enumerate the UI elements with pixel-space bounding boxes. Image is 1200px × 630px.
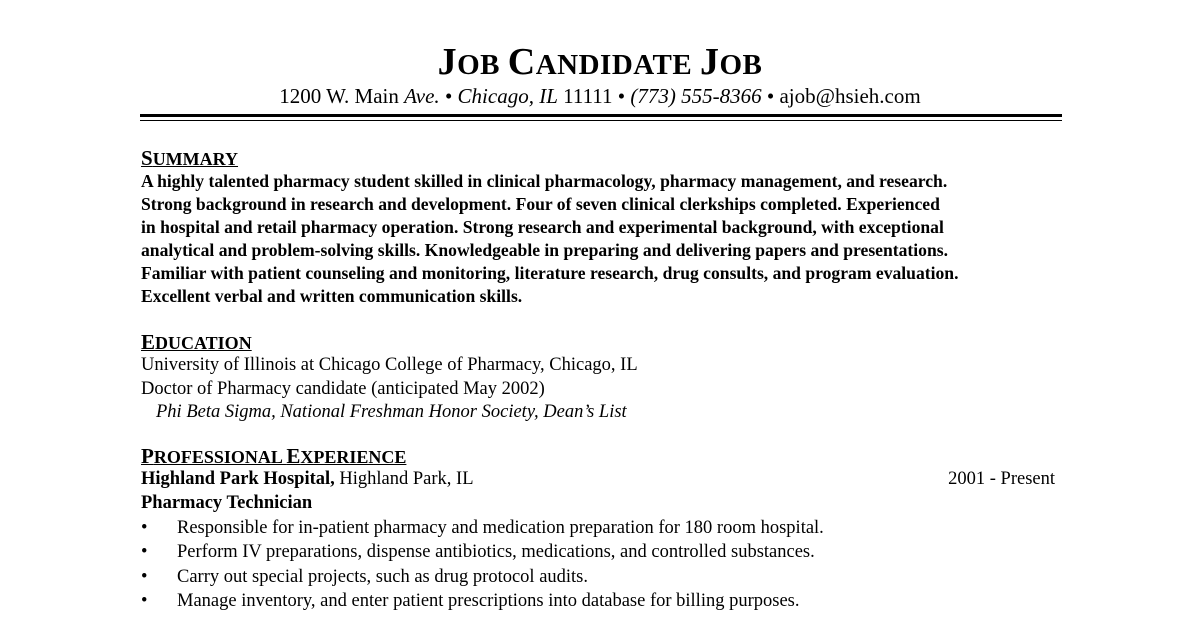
bullet-icon: • [141, 542, 148, 562]
summary-line: Strong background in research and development. Four of seven clinical clerkships completed. Experienced [141, 194, 940, 214]
job-location: Highland Park, IL [334, 469, 474, 489]
bullet-icon: • [141, 591, 148, 611]
summary-section [141, 147, 1061, 308]
name-part-3: OB [719, 49, 763, 81]
address-zip: 11111 [557, 84, 613, 108]
address-city: Chicago, IL [457, 84, 558, 108]
job-title: Pharmacy Technician [141, 493, 313, 513]
bullet-icon: • [141, 566, 148, 587]
name-part-1: OB [457, 49, 508, 81]
summary-line: in hospital and retail pharmacy operation. Strong research and experimental background, with exceptional [141, 217, 944, 237]
summary-line: analytical and problem-solving skills. Knowledgeable in preparing and delivering papers and presentations. [141, 240, 948, 260]
experience-section [141, 445, 1061, 614]
education-school: University of Illinois at Chicago College of Pharmacy, Chicago, IL [141, 355, 638, 375]
list-item: • Carry out special projects, such as drug protocol audits. [141, 565, 1061, 590]
list-item: • Manage inventory, and enter patient prescriptions into database for billing purposes. [141, 589, 1061, 614]
address-street-suffix: Ave. [404, 84, 440, 108]
contact-separator: • [612, 84, 631, 108]
job-dates: 2001 - Present [948, 469, 1055, 489]
summary-line: Familiar with patient counseling and monitoring, literature research, drug consults, and program evaluation. [141, 263, 959, 283]
education-degree: Doctor of Pharmacy candidate (anticipated May 2002) [141, 378, 545, 399]
summary-line: A highly talented pharmacy student skilled in clinical pharmacology, pharmacy management, and research. [141, 171, 948, 191]
candidate-name [0, 40, 1200, 87]
address-street: 1200 W. Main [279, 84, 405, 108]
name-initial-1: J [437, 41, 458, 83]
list-item: • Responsible for in-patient pharmacy and medication preparation for 180 room hospital. [141, 516, 1061, 541]
education-heading: EDUCATION [141, 330, 252, 354]
email-address: ajob@hsieh.com [779, 84, 921, 108]
job-header-row [141, 468, 1061, 492]
education-section [141, 331, 1061, 425]
header-rule-thick [140, 114, 1062, 117]
contact-line [0, 83, 1200, 109]
name-initial-2: C [507, 41, 536, 83]
job-employer-location [141, 468, 474, 492]
education-honors: Phi Beta Sigma, National Freshman Honor Society, Dean’s List [156, 402, 627, 422]
experience-heading: PROFESSIONAL EXPERIENCE [141, 444, 407, 468]
job-employer: Highland Park Hospital, [141, 469, 335, 489]
summary-body [141, 170, 1061, 308]
list-item: • Perform IV preparations, dispense antibiotics, medications, and controlled substances. [141, 540, 1061, 565]
summary-heading: SUMMARY [141, 146, 239, 170]
name-part-2: ANDIDATE [535, 49, 700, 81]
header-rule-thin [140, 120, 1062, 121]
contact-separator: • [761, 84, 780, 108]
job-duties-list [141, 516, 1061, 614]
phone-number: (773) 555-8366 [630, 84, 762, 108]
contact-separator: • [439, 84, 458, 108]
name-initial-3: J [700, 41, 720, 83]
bullet-icon: • [141, 517, 148, 538]
summary-line: Excellent verbal and written communication skills. [141, 286, 523, 306]
